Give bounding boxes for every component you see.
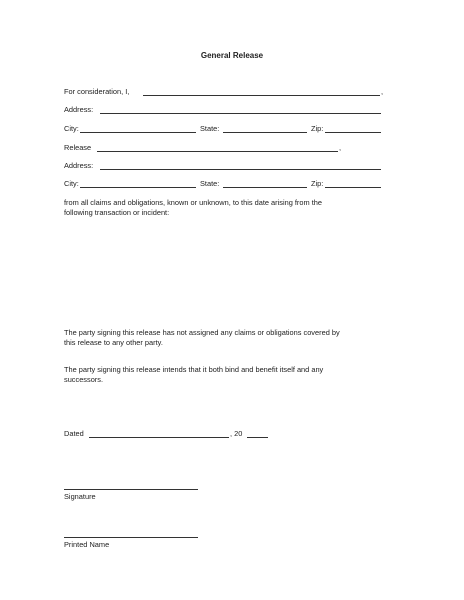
dated-label: Dated xyxy=(64,429,84,438)
year-prefix: , 20 xyxy=(230,429,243,438)
releasor-state-label: State: xyxy=(200,124,220,133)
releasee-state-field[interactable] xyxy=(223,187,307,188)
releasee-address-field[interactable] xyxy=(100,169,381,170)
printed-name-line[interactable] xyxy=(64,537,198,538)
releasor-address-row xyxy=(64,105,394,115)
consideration-label: For consideration, I, xyxy=(64,87,130,96)
document-title: General Release xyxy=(200,51,264,60)
releasor-state-field[interactable] xyxy=(223,132,307,133)
releasor-city-field[interactable] xyxy=(80,132,196,133)
date-field[interactable] xyxy=(89,437,229,438)
printed-name-label: Printed Name xyxy=(64,540,110,549)
releasee-city-field[interactable] xyxy=(80,187,196,188)
releasor-address-field[interactable] xyxy=(100,113,381,114)
signature-line[interactable] xyxy=(64,489,198,490)
dated-row xyxy=(64,429,284,439)
releasee-city-label: City: xyxy=(64,179,79,188)
year-field[interactable] xyxy=(247,437,268,438)
binding-paragraph-line: The party signing this release intends that it both bind and benefit itself and any xyxy=(64,365,324,374)
assignment-paragraph-line: this release to any other party. xyxy=(64,338,163,347)
releasor-zip-label: Zip: xyxy=(311,124,324,133)
assignment-paragraph xyxy=(64,328,394,348)
releasor-zip-field[interactable] xyxy=(325,132,381,133)
binding-paragraph-line: successors. xyxy=(64,375,104,384)
releasor-address-label: Address: xyxy=(64,105,94,114)
claims-paragraph-line: from all claims and obligations, known or unknown, to this date arising from the xyxy=(64,198,322,207)
releasor-city-row xyxy=(64,124,394,134)
releasee-zip-field[interactable] xyxy=(325,187,381,188)
releasee-address-label: Address: xyxy=(64,161,94,170)
releasee-name-field[interactable] xyxy=(97,151,338,152)
consideration-row xyxy=(64,87,394,97)
releasee-state-label: State: xyxy=(200,179,220,188)
releasor-name-field[interactable] xyxy=(143,95,380,96)
releasee-address-row xyxy=(64,161,394,171)
release-label: Release xyxy=(64,143,92,152)
incident-description-area[interactable] xyxy=(64,222,394,322)
binding-paragraph xyxy=(64,365,394,385)
release-row xyxy=(64,143,394,153)
consideration-comma: , xyxy=(381,87,384,96)
claims-paragraph xyxy=(64,198,394,218)
releasee-zip-label: Zip: xyxy=(311,179,324,188)
claims-paragraph-line: following transaction or incident: xyxy=(64,208,170,217)
assignment-paragraph-line: The party signing this release has not assigned any claims or obligations covered by xyxy=(64,328,340,337)
releasee-city-row xyxy=(64,179,394,189)
release-comma: , xyxy=(339,143,342,152)
signature-label: Signature xyxy=(64,492,96,501)
releasor-city-label: City: xyxy=(64,124,79,133)
